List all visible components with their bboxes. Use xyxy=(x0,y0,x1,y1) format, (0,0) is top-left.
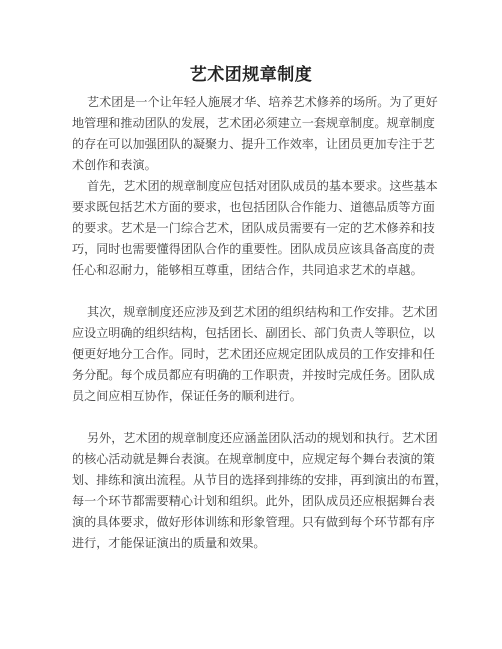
paragraph-line: 的存在可以加强团队的凝聚力、提升工作效率，让团员更加专注于艺 xyxy=(72,137,435,151)
paragraph-line: 员之间应相互协作，保证任务的顺利进行。 xyxy=(72,389,302,403)
paragraph-line: 便更好地分工合作。同时，艺术团还应规定团队成员的工作安排和任 xyxy=(72,347,435,361)
paragraph-line: 要求既包括艺术方面的要求，也包括团队合作能力、道德品质等方面 xyxy=(72,200,435,214)
paragraph-line: 首先，艺术团的规章制度应包括对团队成员的基本要求。这些基本 xyxy=(87,179,438,193)
paragraph-line: 巧，同时也需要懂得团队合作的重要性。团队成员应该具备高度的责 xyxy=(72,242,435,256)
paragraph-line: 另外，艺术团的规章制度还应涵盖团队活动的规划和执行。艺术团 xyxy=(87,431,438,445)
paragraph-line: 进行，才能保证演出的质量和效果。 xyxy=(72,536,266,550)
paragraph-4 xyxy=(72,428,447,554)
paragraph-line: 演的具体要求，做好形体训练和形象管理。只有做到每个环节都有序 xyxy=(72,515,435,529)
paragraph-2 xyxy=(72,176,444,281)
paragraph-line: 应设立明确的组织结构，包括团长、副团长、部门负责人等职位，以 xyxy=(72,326,435,340)
paragraph-line: 艺术团是一个让年轻人施展才华、培养艺术修养的场所。为了更好 xyxy=(87,95,438,109)
paragraph-3 xyxy=(72,302,444,407)
paragraph-line: 地管理和推动团队的发展，艺术团必须建立一套规章制度。规章制度 xyxy=(72,116,435,130)
document-title: 艺术团规章制度 xyxy=(189,65,313,85)
paragraph-line: 划、排练和演出流程。从节目的选择到排练的安排，再到演出的布置， xyxy=(72,473,447,487)
paragraph-line: 任心和忍耐力，能够相互尊重，团结合作，共同追求艺术的卓越。 xyxy=(72,263,423,277)
paragraph-line: 的核心活动就是舞台表演。在规章制度中，应规定每个舞台表演的策 xyxy=(72,452,435,466)
paragraph-line: 术创作和表演。 xyxy=(72,158,157,172)
paragraph-line: 其次，规章制度还应涉及到艺术团的组织结构和工作安排。艺术团 xyxy=(87,305,438,319)
paragraph-line: 的要求。艺术是一门综合艺术，团队成员需要有一定的艺术修养和技 xyxy=(72,221,435,235)
paragraph-1 xyxy=(72,92,444,176)
paragraph-line: 每一个环节都需要精心计划和组织。此外，团队成员还应根据舞台表 xyxy=(72,494,435,508)
paragraph-line: 务分配。每个成员都应有明确的工作职责，并按时完成任务。团队成 xyxy=(72,368,435,382)
